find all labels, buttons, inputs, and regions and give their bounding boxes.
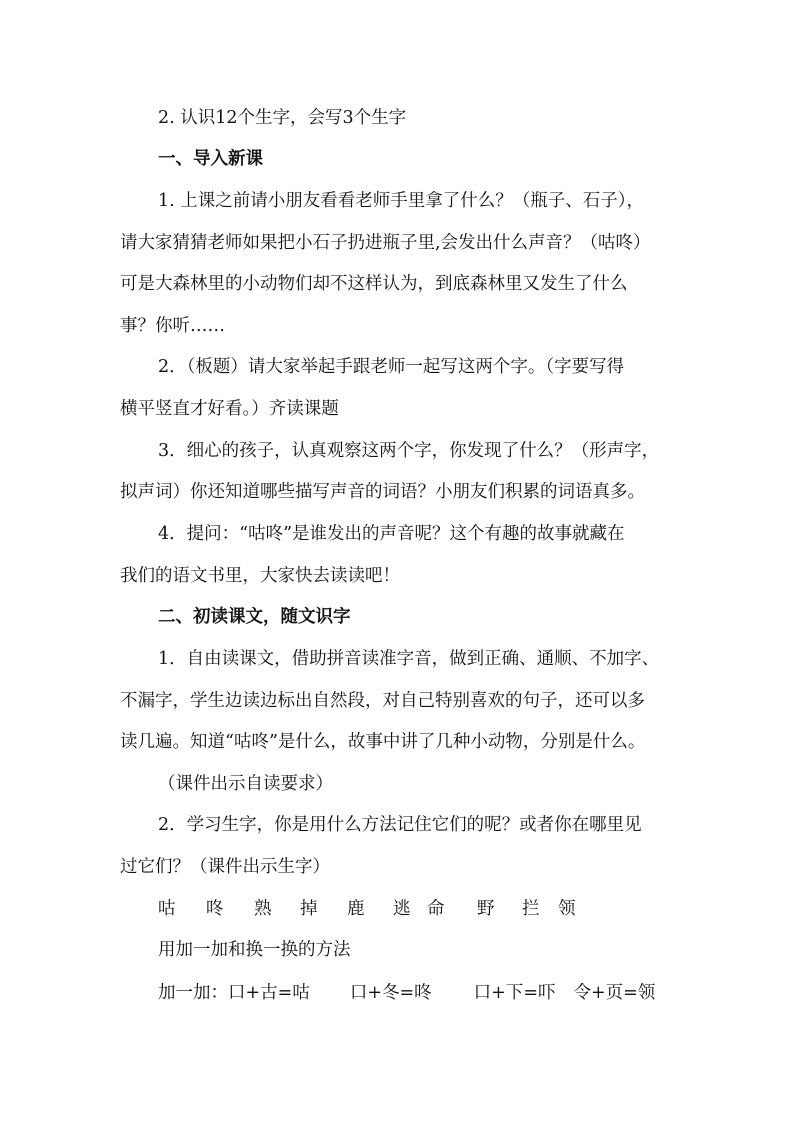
character: 鹿 xyxy=(347,899,365,919)
character: 咚 xyxy=(206,899,224,919)
paragraph-line: 2．学习生字，你是用什么方法记住它们的呢？或者你在哪里见 xyxy=(158,815,642,835)
paragraph-line: 事？你听…… xyxy=(120,316,225,336)
paragraph-line: 4．提问：“咕咚”是谁发出的声音呢？这个有趣的故事就藏在 xyxy=(158,524,625,544)
objective-item-2: 2. 认识12个生字，会写3个生字 xyxy=(158,108,407,128)
character: 命 xyxy=(427,899,445,919)
section-heading-intro: 一、导入新课 xyxy=(158,149,263,169)
section-heading-reading: 二、初读课文，随文识字 xyxy=(158,607,351,627)
paragraph-line: 请大家猜猜老师如果把小石子扔进瓶子里,会发出什么声音？（咕咚） xyxy=(120,233,651,253)
paragraph-note: （课件出示自读要求） xyxy=(158,774,333,794)
paragraph-line: 1．自由读课文，借助拼音读准字音，做到正确、通顺、不加字、 xyxy=(158,649,660,669)
new-characters-row xyxy=(0,895,794,925)
add-method-line xyxy=(158,979,678,1007)
paragraph-line: 2．（板题）请大家举起手跟老师一起写这两个字。（字要写得 xyxy=(158,357,625,377)
character: 领 xyxy=(558,899,576,919)
method-intro: 用加一加和换一换的方法 xyxy=(158,940,351,960)
character: 拦 xyxy=(522,899,540,919)
add-method-label: 加一加： xyxy=(158,983,228,1003)
paragraph-line: 过它们？（课件出示生字） xyxy=(120,857,330,877)
paragraph-line: 读几遍。知道“咕咚”是什么，故事中讲了几种小动物，分别是什么。 xyxy=(120,732,646,752)
character: 逃 xyxy=(393,899,411,919)
paragraph-line: 我们的语文书里，大家快去读读吧！ xyxy=(120,566,400,586)
paragraph-line: 不漏字，学生边读边标出自然段，对自己特别喜欢的句子，还可以多 xyxy=(120,691,645,711)
character: 掉 xyxy=(300,899,318,919)
character: 咕 xyxy=(158,899,176,919)
add-formula: 口+冬=咚 xyxy=(349,983,432,1003)
character: 野 xyxy=(477,899,495,919)
paragraph-line: 3．细心的孩子，认真观察这两个字，你发现了什么？（形声字， xyxy=(158,441,660,461)
paragraph-line: 横平竖直才好看。）齐读课题 xyxy=(120,399,339,419)
add-formula: 口+古=咕 xyxy=(228,983,310,1003)
paragraph-line: 拟声词）你还知道哪些描写声音的词语？小朋友们积累的词语真多。 xyxy=(120,482,645,502)
add-formula: 令+页=领 xyxy=(573,983,656,1003)
add-formula: 口+下=吓 xyxy=(473,983,556,1003)
paragraph-line: 可是大森林里的小动物们却不这样认为，到底森林里又发生了什么 xyxy=(120,274,628,294)
paragraph-line: 1. 上课之前请小朋友看看老师手里拿了什么？（瓶子、石子）， xyxy=(158,191,645,211)
character: 熟 xyxy=(254,899,272,919)
